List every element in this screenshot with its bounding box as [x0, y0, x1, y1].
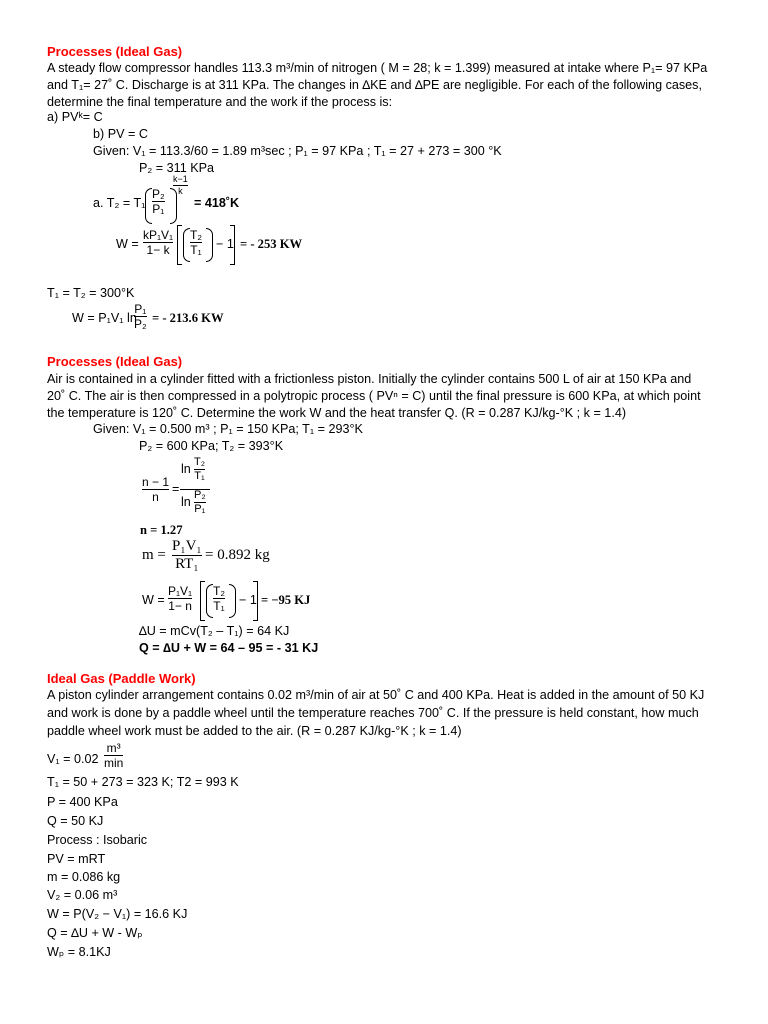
pressure-ratio [152, 188, 165, 215]
given-line: Given: V₁ = 113.3/60 = 1.89 m³sec ; P₁ = 97 KPa ; T₁ = 27 + 273 = 300 °K [93, 144, 502, 158]
section-title-processes-1: Processes (Ideal Gas) [47, 44, 183, 59]
work-coefficient [143, 229, 173, 256]
mass-fraction [172, 539, 202, 572]
bracket-right [230, 225, 235, 265]
exponent-denominator: k [178, 186, 183, 196]
fraction-denominator: 1− n [168, 599, 192, 613]
problem-text-line: the temperature is 120˚ C. Determine the work W and the heat transfer Q. (R = 0.287 KJ/kg-°K ; k = 1.4) [47, 406, 627, 420]
equals-sign: = [172, 482, 180, 496]
section-title-paddle-work: Ideal Gas (Paddle Work) [47, 671, 196, 686]
fraction-numerator: T₂ [190, 228, 202, 242]
paren-left [183, 228, 190, 262]
fraction-numerator: T₂ [213, 584, 225, 598]
fraction-denominator: P₂ [134, 317, 147, 331]
isothermal-work-result: = - 213.6 KW [152, 311, 224, 325]
fraction-numerator: P₂ [194, 489, 206, 501]
paren-right [229, 584, 236, 618]
fraction-numerator: T₂ [194, 456, 205, 468]
solution-line: PV = mRT [47, 852, 106, 866]
work-coefficient [168, 585, 192, 612]
fraction-numerator: P₁V₁ [172, 538, 202, 554]
fraction-numerator: kP₁V₁ [143, 228, 174, 242]
t2-equation-prefix: a. T₂ = T₁ [93, 196, 146, 210]
solution-line: Process : Isobaric [47, 833, 148, 847]
problem-text-line: and T₁= 27˚ C. Discharge is at 311 KPa. The changes in ∆KE and ∆PE are negligible. For each of the following cases, [47, 78, 702, 92]
work-lhs: W = [116, 237, 139, 251]
fraction-denominator: P₁ [194, 503, 206, 515]
section-title-processes-2: Processes (Ideal Gas) [47, 354, 183, 369]
solution-line: Wₚ = 8.1KJ [47, 945, 111, 959]
case-a: a) PVᵏ= C [47, 110, 103, 124]
heat-transfer-line: Q = ∆U + W = 64 – 95 = - 31 KJ [139, 641, 319, 655]
fraction-numerator: P₁V₁ [168, 584, 193, 598]
problem-text-line: 20˚ C. The air is then compressed in a polytropic process ( PVⁿ = C) until the final pressure is 600 KPa, at which point [47, 389, 701, 403]
t2-result: = 418˚K [194, 196, 240, 210]
minus-one: − 1 [239, 593, 257, 607]
fraction-numerator: P₂ [152, 187, 165, 201]
internal-energy-line: ∆U = mCv(T₂ – T₁) = 64 KJ [139, 624, 290, 638]
pressure-ratio [134, 303, 147, 330]
volume-lhs: V₁ = 0.02 [47, 752, 99, 766]
paren-left [145, 188, 152, 224]
temperature-ratio [194, 457, 205, 482]
ln-label: ln [181, 462, 191, 476]
fraction-denominator: T₁ [190, 243, 202, 257]
isothermal-work-lhs: W = P₁V₁ ln [72, 311, 137, 325]
work-result: = - 253 KW [240, 237, 303, 251]
mass-lhs: m = [142, 547, 166, 563]
solution-line: V₂ = 0.06 m³ [47, 888, 118, 902]
case-b: b) PV = C [93, 127, 148, 141]
n-result: n = 1.27 [140, 523, 183, 537]
fraction-denominator: T₁ [194, 470, 205, 482]
solution-line: P = 400 KPa [47, 795, 118, 809]
given-line: P₂ = 311 KPa [139, 161, 215, 175]
work-result: = −95 KJ [261, 593, 311, 607]
fraction-denominator: RT₁ [175, 556, 199, 572]
fraction-numerator: P₁ [134, 302, 147, 316]
bracket-right [253, 581, 258, 621]
bracket-left [177, 225, 182, 265]
ln-label: ln [181, 495, 191, 509]
solution-line: Q = 50 KJ [47, 814, 104, 828]
exponent-fraction [173, 175, 188, 196]
problem-text-line: A steady flow compressor handles 113.3 m³/min of nitrogen ( M = 28; k = 1.399) measured at intake where P₁= 97 KPa [47, 61, 708, 75]
volume-rate-fraction [104, 742, 123, 769]
temperature-ratio [213, 585, 225, 612]
fraction-denominator: n [152, 490, 159, 504]
paren-right [206, 228, 213, 262]
given-line: P₂ = 600 KPa; T₂ = 393°K [139, 439, 284, 453]
solution-line: Q = ∆U + W - Wₚ [47, 926, 143, 940]
temperature-ratio [190, 229, 202, 256]
pressure-ratio [194, 490, 206, 515]
fraction-denominator: P₁ [152, 202, 165, 216]
solution-line: T₁ = 50 + 273 = 323 K; T2 = 993 K [47, 775, 239, 789]
n-fraction [142, 476, 169, 503]
solution-line: m = 0.086 kg [47, 870, 121, 884]
problem-text-line: and work is done by a paddle wheel until the temperature reaches 700˚ C. If the pressure is held constant, how much [47, 706, 699, 720]
work-lhs: W = [142, 593, 165, 607]
isothermal-temperature: T₁ = T₂ = 300°K [47, 286, 135, 300]
fraction-denominator: min [104, 756, 124, 770]
problem-text-line: paddle wheel work must be added to the air. (R = 0.287 KJ/kg-°K ; k = 1.4) [47, 724, 462, 738]
paren-left [206, 584, 213, 618]
fraction-numerator: m³ [106, 741, 121, 755]
given-line: Given: V₁ = 0.500 m³ ; P₁ = 150 KPa; T₁ = 293°K [93, 422, 363, 436]
mass-result: = 0.892 kg [205, 547, 270, 563]
bracket-left [200, 581, 205, 621]
problem-text-line: Air is contained in a cylinder fitted with a frictionless piston. Initially the cylinder contains 500 L of air at 150 KPa and [47, 372, 692, 386]
minus-one: − 1 [216, 237, 234, 251]
fraction-denominator: T₁ [213, 599, 225, 613]
fraction-numerator: n − 1 [142, 475, 170, 489]
fraction-denominator: 1− k [146, 243, 170, 257]
problem-text-line: A piston cylinder arrangement contains 0.02 m³/min of air at 50˚ C and 400 KPa. Heat is added in the amount of 50 KJ [47, 688, 705, 702]
exponent-numerator: k−1 [173, 174, 188, 184]
problem-text-line: determine the final temperature and the work if the process is: [47, 95, 393, 109]
solution-line: W = P(V₂ − V₁) = 16.6 KJ [47, 907, 188, 921]
